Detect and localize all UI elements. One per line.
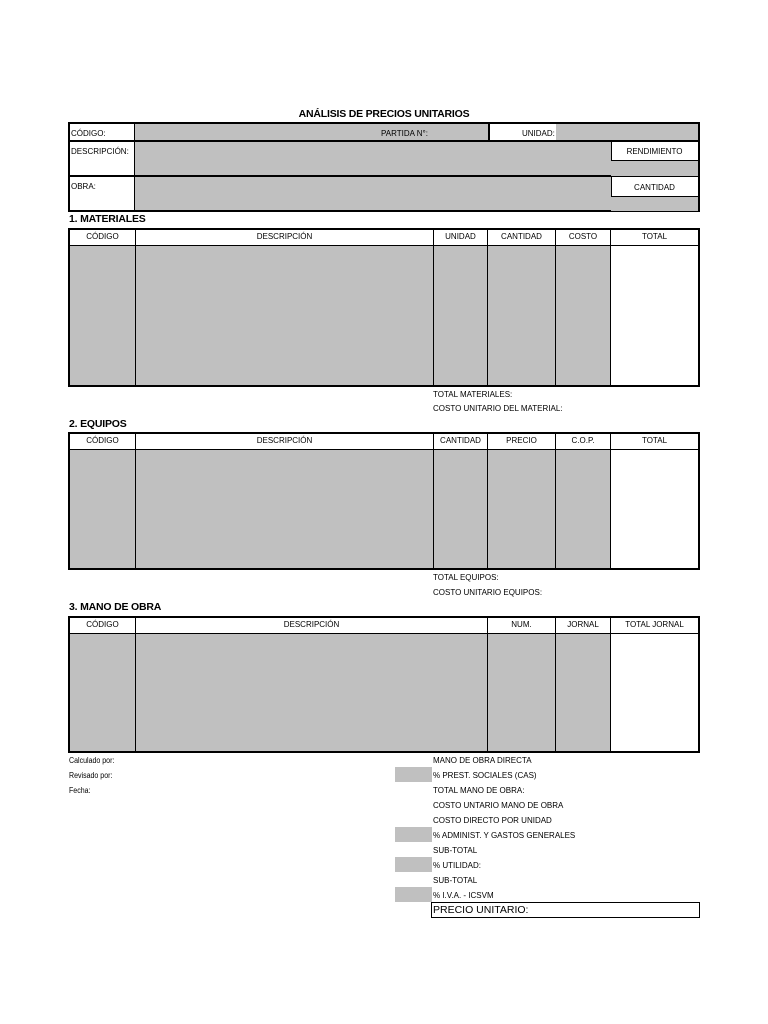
col-total: TOTAL <box>610 230 698 245</box>
cantidad-field[interactable] <box>611 196 698 211</box>
mano-obra-table <box>68 616 700 753</box>
equipos-total-cell <box>610 450 698 568</box>
col-descripcion: DESCRIPCIÓN <box>135 434 433 449</box>
col-descripcion: DESCRIPCIÓN <box>135 618 487 633</box>
precio-unitario-label: PRECIO UNITARIO: <box>433 904 529 916</box>
materiales-cantidad-cell[interactable] <box>487 246 555 385</box>
materiales-body <box>70 246 698 385</box>
iva-label: % I.V.A. - ICSVM <box>433 891 494 900</box>
materiales-descripcion-cell[interactable] <box>135 246 433 385</box>
materiales-costo-cell[interactable] <box>555 246 610 385</box>
prest-sociales-label: % PREST. SOCIALES (CAS) <box>433 771 537 780</box>
equipos-body <box>70 450 698 568</box>
equipos-precio-cell[interactable] <box>487 450 555 568</box>
utilidad-label: % UTILIDAD: <box>433 861 482 870</box>
rendimiento-label: RENDIMIENTO <box>626 147 683 156</box>
utilidad-input[interactable] <box>395 857 432 872</box>
subtotal-1-label: SUB-TOTAL <box>433 846 478 855</box>
iva-input[interactable] <box>395 887 432 902</box>
equipos-table <box>68 432 700 570</box>
header-row-3 <box>70 177 698 210</box>
materiales-title: 1. MATERIALES <box>69 213 146 225</box>
col-cantidad: CANTIDAD <box>433 434 487 449</box>
mano-obra-title: 3. MANO DE OBRA <box>69 601 162 613</box>
mano-obra-num-cell[interactable] <box>487 634 555 751</box>
col-costo: COSTO <box>555 230 610 245</box>
equipos-codigo-cell[interactable] <box>70 450 135 568</box>
header-row-1 <box>70 124 698 142</box>
mano-obra-total-jornal-cell <box>610 634 698 751</box>
administ-input[interactable] <box>395 827 432 842</box>
col-total: TOTAL <box>610 434 698 449</box>
col-unidad: UNIDAD <box>433 230 487 245</box>
mano-obra-header-row <box>70 618 698 634</box>
descripcion-label: DESCRIPCIÓN: <box>71 147 129 156</box>
col-descripcion: DESCRIPCIÓN <box>135 230 433 245</box>
obra-label: OBRA: <box>71 182 96 191</box>
col-codigo: CÓDIGO <box>86 436 119 445</box>
col-codigo: CÓDIGO <box>86 232 119 241</box>
col-cantidad: CANTIDAD <box>487 230 555 245</box>
unidad-label: UNIDAD: <box>522 129 555 138</box>
costo-unitario-material-label: COSTO UNITARIO DEL MATERIAL: <box>433 404 563 413</box>
col-num: NUM. <box>487 618 555 633</box>
mano-obra-body <box>70 634 698 751</box>
total-mano-obra-label: TOTAL MANO DE OBRA: <box>433 786 525 795</box>
partida-label: PARTIDA N°: <box>381 129 428 138</box>
page-title: ANÁLISIS DE PRECIOS UNITARIOS <box>298 108 470 120</box>
materiales-total-cell <box>610 246 698 385</box>
calculado-por-label: Calculado por: <box>69 756 115 765</box>
header-block <box>68 122 700 212</box>
codigo-label: CÓDIGO: <box>71 129 106 138</box>
equipos-header-row <box>70 434 698 450</box>
partida-field[interactable] <box>432 124 488 140</box>
unidad-field[interactable] <box>556 124 698 140</box>
col-jornal: JORNAL <box>555 618 610 633</box>
materiales-table <box>68 228 700 387</box>
costo-directo-label: COSTO DIRECTO POR UNIDAD <box>433 816 552 825</box>
cantidad-label: CANTIDAD <box>634 183 675 192</box>
col-total-jornal: TOTAL JORNAL <box>610 618 698 633</box>
equipos-title: 2. EQUIPOS <box>69 418 127 430</box>
costo-unitario-equipos-label: COSTO UNITARIO EQUIPOS: <box>433 588 543 597</box>
mano-obra-codigo-cell[interactable] <box>70 634 135 751</box>
mano-obra-descripcion-cell[interactable] <box>135 634 487 751</box>
materiales-header-row <box>70 230 698 246</box>
precio-unitario-box <box>431 902 700 918</box>
mano-obra-directa-label: MANO DE OBRA DIRECTA <box>433 756 532 765</box>
revisado-por-label: Revisado por: <box>69 771 113 780</box>
descripcion-field[interactable] <box>134 142 612 175</box>
col-codigo: CÓDIGO <box>86 620 119 629</box>
equipos-descripcion-cell[interactable] <box>135 450 433 568</box>
obra-field[interactable] <box>134 177 612 210</box>
materiales-codigo-cell[interactable] <box>70 246 135 385</box>
col-precio: PRECIO <box>487 434 555 449</box>
equipos-cantidad-cell[interactable] <box>433 450 487 568</box>
administ-label: % ADMINIST. Y GASTOS GENERALES <box>433 831 576 840</box>
header-row-2 <box>70 142 698 177</box>
fecha-label: Fecha: <box>69 786 91 795</box>
mano-obra-jornal-cell[interactable] <box>555 634 610 751</box>
rendimiento-field[interactable] <box>611 160 698 176</box>
total-materiales-label: TOTAL MATERIALES: <box>433 390 513 399</box>
materiales-unidad-cell[interactable] <box>433 246 487 385</box>
costo-unitario-mano-label: COSTO UNTARIO MANO DE OBRA <box>433 801 564 810</box>
equipos-cop-cell[interactable] <box>555 450 610 568</box>
total-equipos-label: TOTAL EQUIPOS: <box>433 573 499 582</box>
subtotal-2-label: SUB-TOTAL <box>433 876 478 885</box>
col-cop: C.O.P. <box>555 434 610 449</box>
prest-sociales-input[interactable] <box>395 767 432 782</box>
